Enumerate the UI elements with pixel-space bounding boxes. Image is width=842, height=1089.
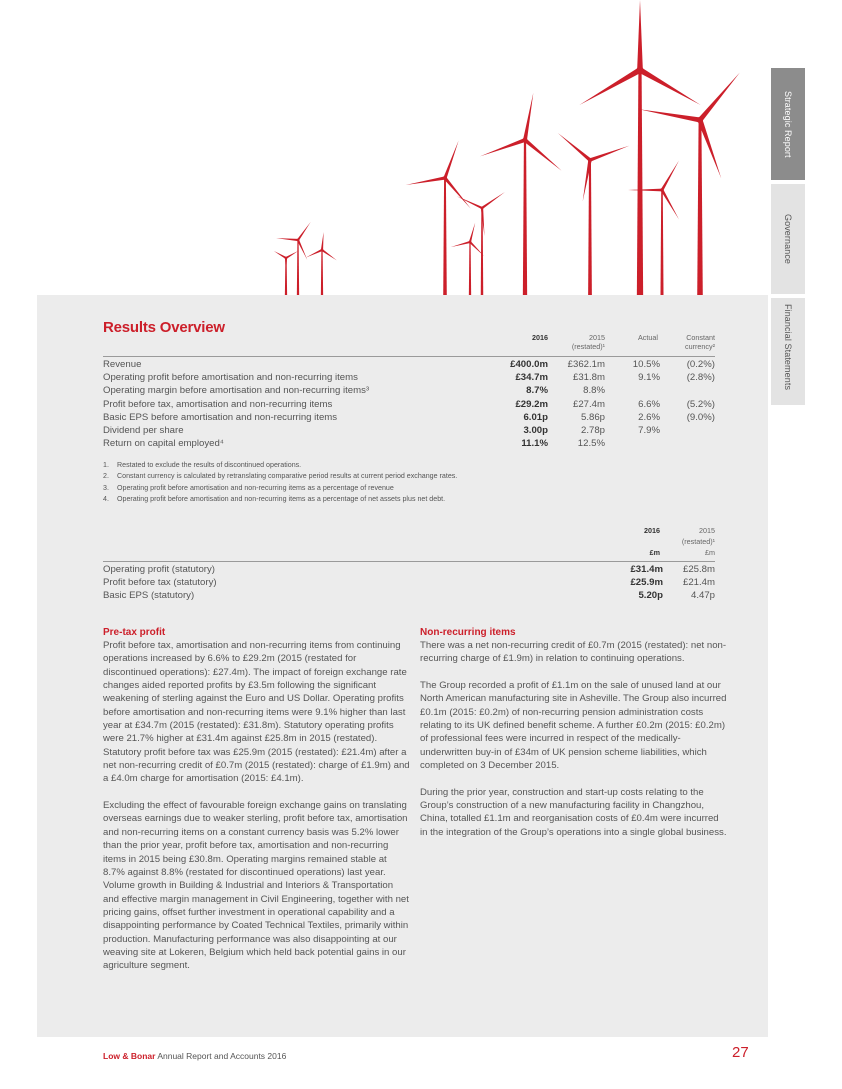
turbine-icon bbox=[306, 232, 337, 300]
value-constant bbox=[660, 424, 715, 437]
row-label: Operating profit (statutory) bbox=[103, 564, 215, 576]
wind-turbines-illustration bbox=[0, 0, 842, 300]
row-label: Dividend per share bbox=[103, 425, 184, 437]
value-2015: £21.4m bbox=[683, 577, 715, 589]
value-actual: 9.1% bbox=[638, 372, 660, 384]
page-title: Results Overview bbox=[103, 319, 225, 336]
footnote bbox=[103, 494, 457, 505]
tab-label: Financial Statements bbox=[783, 304, 793, 391]
footer-text: Annual Report and Accounts 2016 bbox=[155, 1051, 287, 1061]
stat-unit-2016: £m bbox=[649, 548, 660, 557]
footnote-text: Constant currency is calculated by retranslating comparative period results at current period exchange rates. bbox=[117, 472, 458, 481]
row-label: Basic EPS before amortisation and non-recurring items bbox=[103, 411, 338, 423]
value-2016: 6.01p bbox=[523, 411, 548, 423]
results-header-2015: 2015 bbox=[589, 333, 605, 342]
tab-strategic-report[interactable] bbox=[771, 68, 805, 180]
turbine-icon bbox=[579, 0, 700, 300]
value-2016: £400.0m bbox=[510, 359, 548, 371]
value-actual: 6.6% bbox=[638, 398, 660, 410]
paragraph: Excluding the effect of favourable foreign exchange gains on translating overseas earnings due to weaker sterling, profit before tax, amortisation and non-recurring items on a constant currency basis was 5.2% lower than the prior year, profit before tax, amortisation and non-recurring items in 2015 being £30.8m. Operating margins remained stable at 8.7% against 8.8% (restated for discontinued operations) last year. Volume growth in Building & Industrial and Interiors & Transportation and effective margin management in Civil Engineering, together with net pricing gains, offset further investment in operational capability and a disappointing performance by Coated Technical Textiles, primarily within production. Manufacturing performance was also disappointing at our weaving site at Lokeren, Belgium which held back potential gains in our agriculture segment. bbox=[103, 800, 409, 972]
page-number: 27 bbox=[732, 1044, 749, 1061]
value-2015: £25.8m bbox=[683, 564, 715, 576]
stat-unit-2015: £m bbox=[705, 548, 715, 557]
table-row bbox=[103, 424, 715, 437]
footnote-number: 1. bbox=[103, 461, 109, 469]
table-row bbox=[103, 589, 715, 602]
results-header-constant-sub: currency² bbox=[685, 342, 715, 351]
results-table bbox=[103, 358, 715, 450]
value-actual: 10.5% bbox=[632, 359, 660, 371]
footnote bbox=[103, 471, 457, 482]
row-label: Profit before tax, amortisation and non-recurring items bbox=[103, 398, 333, 410]
table-row bbox=[103, 384, 715, 397]
turbine-icon bbox=[406, 140, 471, 300]
paragraph: The Group recorded a profit of £1.1m on the sale of unused land at our North American manufacturing site in Asheville. The Group also incurred £0.1m (2015: £0.2m) of non-recurring pension administration costs relating to its UK defined benefit scheme. A further £0.2m (2015: £0.2m) of professional fees were incurred in respect of the medically-underwritten buy-in of £34m of UK pension scheme liabilities, which completed on 3 December 2015. bbox=[420, 680, 727, 772]
value-2015: 4.47p bbox=[690, 590, 715, 602]
value-constant: (0.2%) bbox=[686, 359, 715, 371]
value-actual: 2.6% bbox=[638, 411, 660, 423]
value-2015: £362.1m bbox=[567, 359, 605, 371]
stat-header-2015-sub: (restated)¹ bbox=[681, 537, 715, 546]
stat-divider bbox=[103, 561, 715, 562]
results-header-2015-sub: (restated)¹ bbox=[571, 342, 605, 351]
footnote-text: Restated to exclude the results of discontinued operations. bbox=[117, 461, 302, 469]
row-label: Profit before tax (statutory) bbox=[103, 577, 217, 589]
row-label: Operating margin before amortisation and non-recurring items³ bbox=[103, 385, 370, 397]
table-row bbox=[103, 371, 715, 384]
footnote-number: 4. bbox=[103, 494, 109, 503]
pre-tax-profit-section bbox=[103, 626, 411, 986]
turbine-icon bbox=[451, 223, 484, 300]
row-label: Return on capital employed⁴ bbox=[103, 438, 224, 450]
results-header-2016: 2016 bbox=[532, 333, 548, 342]
footer bbox=[103, 1051, 286, 1061]
value-constant: (2.8%) bbox=[686, 372, 715, 384]
section-heading: Non-recurring items bbox=[420, 627, 516, 638]
footnote bbox=[103, 483, 457, 494]
value-2016: £34.7m bbox=[515, 372, 548, 384]
table-row bbox=[103, 398, 715, 411]
footnote-number: 2. bbox=[103, 472, 109, 481]
value-constant bbox=[660, 384, 715, 397]
turbine-icon bbox=[457, 192, 505, 300]
section-heading: Pre-tax profit bbox=[103, 627, 166, 638]
tab-governance[interactable] bbox=[771, 184, 805, 294]
table-row bbox=[103, 437, 715, 450]
value-2015: £31.8m bbox=[573, 372, 605, 384]
paragraph: During the prior year, construction and start-up costs relating to the Group’s construction of a new manufacturing facility in Changzhou, China, totalled £1.1m and reorganisation costs of £0.4m were incurred in the integration of the Group’s operations into a single global business. bbox=[420, 786, 727, 838]
value-2015: 2.78p bbox=[580, 425, 605, 437]
value-actual bbox=[605, 437, 660, 450]
footnotes bbox=[103, 460, 457, 505]
turbine-icon bbox=[639, 73, 740, 300]
row-label: Basic EPS (statutory) bbox=[103, 590, 195, 602]
turbine-icon bbox=[558, 133, 630, 300]
table-row bbox=[103, 358, 715, 371]
paragraph: There was a net non-recurring credit of £0.7m (2015 (restated): net non-recurring charge of £1.9m) in relation to continuing operations. bbox=[420, 640, 727, 665]
table-row bbox=[103, 576, 715, 589]
value-2016: 11.1% bbox=[521, 438, 548, 450]
footnote-text: Operating profit before amortisation and non-recurring items as a percentage of net assets plus net debt. bbox=[117, 494, 446, 503]
tab-financial-statements[interactable] bbox=[771, 298, 805, 405]
turbine-icon bbox=[276, 222, 311, 300]
value-actual bbox=[605, 384, 660, 397]
results-header-actual: Actual bbox=[638, 333, 658, 342]
section-tabs bbox=[771, 68, 805, 409]
table-row bbox=[103, 411, 715, 424]
value-2015: 12.5% bbox=[577, 438, 605, 450]
tab-label: Governance bbox=[783, 213, 793, 265]
row-label: Revenue bbox=[103, 359, 142, 371]
footnote bbox=[103, 460, 457, 471]
stat-header-2015: 2015 bbox=[699, 526, 715, 535]
tab-label: Strategic Report bbox=[783, 90, 793, 158]
non-recurring-items-section bbox=[420, 626, 727, 853]
value-2016: 5.20p bbox=[638, 590, 663, 602]
footnote-number: 3. bbox=[103, 483, 109, 492]
turbine-icon bbox=[480, 93, 562, 300]
value-constant: (9.0%) bbox=[686, 411, 715, 423]
turbine-icon bbox=[274, 251, 298, 300]
statutory-table bbox=[103, 563, 715, 603]
value-2016: £25.9m bbox=[630, 577, 663, 589]
footer-brand: Low & Bonar bbox=[103, 1051, 156, 1061]
value-constant bbox=[660, 437, 715, 450]
value-2016: 3.00p bbox=[523, 425, 548, 437]
value-2016: £31.4m bbox=[630, 564, 663, 576]
value-2016: £29.2m bbox=[515, 398, 548, 410]
value-2015: 5.86p bbox=[580, 411, 605, 423]
value-actual: 7.9% bbox=[638, 425, 660, 437]
footnote-text: Operating profit before amortisation and non-recurring items as a percentage of revenue bbox=[117, 483, 394, 492]
results-header-constant: Constant bbox=[686, 333, 715, 342]
value-constant: (5.2%) bbox=[686, 398, 715, 410]
turbine-icon bbox=[628, 161, 679, 300]
table-row bbox=[103, 563, 715, 576]
value-2015: £27.4m bbox=[573, 398, 605, 410]
stat-header-2016: 2016 bbox=[644, 526, 660, 535]
results-divider bbox=[103, 356, 715, 357]
value-2016: 8.7% bbox=[526, 385, 548, 397]
row-label: Operating profit before amortisation and non-recurring items bbox=[103, 372, 358, 384]
value-2015: 8.8% bbox=[583, 385, 605, 397]
paragraph: Profit before tax, amortisation and non-recurring items from continuing operations increased by 6.6% to £29.2m (2015 (restated for discontinued operations): £27.4m). The impact of foreign exchange rate changes aided reported profits by £3.5m following the significant weakening of sterling against the Euro and US Dollar. Operating profits before amortisation and non-recurring items were 9.1% higher than last year at £34.7m (2015 (restated): £31.8m). Statutory operating profits were 21.7% higher at £31.4m against £25.8m in 2015 (restated). Statutory profit before tax was £25.9m (2015 (restated): £21.4m) after a net non-recurring credit of £0.7m (2015 (restated): charge of £1.9m) and a £4.0m charge for amortisation (2015: £4.1m). bbox=[103, 640, 410, 785]
